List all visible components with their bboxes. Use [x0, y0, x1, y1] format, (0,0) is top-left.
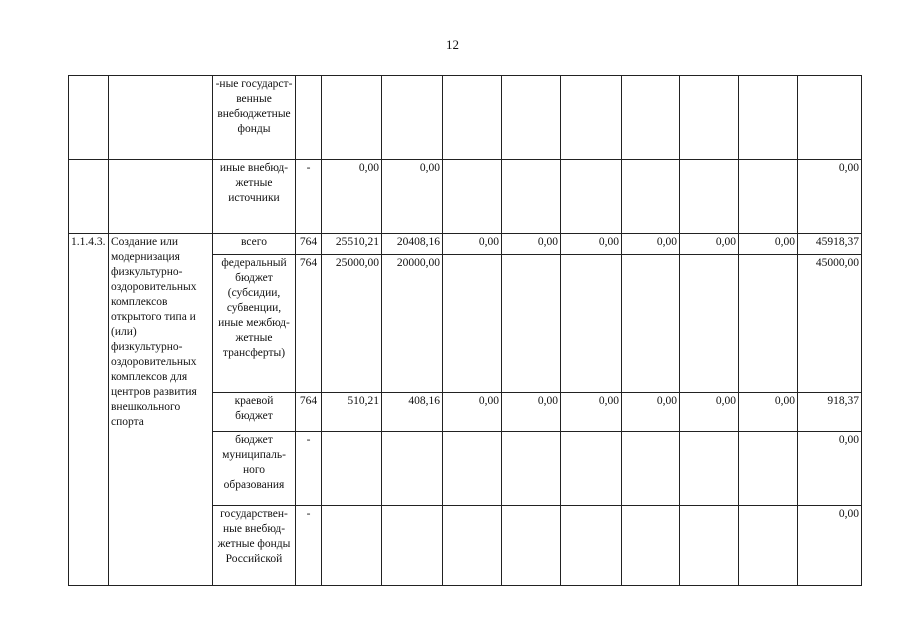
value-cell [561, 432, 622, 506]
value-cell [322, 432, 382, 506]
value-cell [502, 160, 561, 234]
value-cell [322, 76, 382, 160]
value-cell [443, 506, 502, 586]
value-cell: 0,00 [561, 393, 622, 432]
value-cell: 45000,00 [798, 255, 862, 393]
value-cell [739, 76, 798, 160]
value-cell: 0,00 [739, 393, 798, 432]
value-cell [502, 76, 561, 160]
value-cell [561, 76, 622, 160]
value-cell [561, 506, 622, 586]
value-cell: 0,00 [680, 393, 739, 432]
value-cell: 0,00 [680, 234, 739, 255]
source-cell: -ные государст-венные внебюджетные фонды [213, 76, 296, 160]
code-cell: 764 [296, 255, 322, 393]
value-cell: 45918,37 [798, 234, 862, 255]
name-cell [109, 160, 213, 234]
value-cell: 0,00 [798, 506, 862, 586]
value-cell: 510,21 [322, 393, 382, 432]
source-cell: всего [213, 234, 296, 255]
value-cell [443, 255, 502, 393]
value-cell [382, 506, 443, 586]
value-cell [382, 432, 443, 506]
value-cell: 408,16 [382, 393, 443, 432]
value-cell: 918,37 [798, 393, 862, 432]
code-cell: - [296, 432, 322, 506]
value-cell: 20408,16 [382, 234, 443, 255]
value-cell: 25000,00 [322, 255, 382, 393]
value-cell: 0,00 [739, 234, 798, 255]
value-cell: 0,00 [443, 393, 502, 432]
source-cell: иные внебюд-жетные источники [213, 160, 296, 234]
value-cell: 0,00 [798, 432, 862, 506]
value-cell [443, 76, 502, 160]
table-row [69, 160, 862, 234]
index-cell [69, 160, 109, 234]
value-cell [739, 255, 798, 393]
source-cell: государствен-ные внебюд-жетные фонды Российской [213, 506, 296, 586]
value-cell [443, 432, 502, 506]
value-cell [502, 255, 561, 393]
value-cell [622, 506, 680, 586]
value-cell: 0,00 [322, 160, 382, 234]
index-cell [69, 76, 109, 160]
value-cell [502, 432, 561, 506]
value-cell [561, 160, 622, 234]
name-cell [109, 76, 213, 160]
value-cell [680, 432, 739, 506]
value-cell: 0,00 [561, 234, 622, 255]
measure-index: 1.1.4.3. [69, 234, 109, 586]
code-cell: 764 [296, 234, 322, 255]
source-cell: краевой бюджет [213, 393, 296, 432]
value-cell [502, 506, 561, 586]
value-cell: 0,00 [443, 234, 502, 255]
value-cell [622, 76, 680, 160]
code-cell [296, 76, 322, 160]
value-cell: 0,00 [622, 234, 680, 255]
value-cell [382, 76, 443, 160]
value-cell [739, 160, 798, 234]
value-cell [622, 160, 680, 234]
value-cell: 0,00 [622, 393, 680, 432]
value-cell [680, 160, 739, 234]
value-cell: 0,00 [502, 234, 561, 255]
page-number: 12 [446, 37, 459, 52]
source-cell: бюджет муниципаль-ного образования [213, 432, 296, 506]
table-row [69, 76, 862, 160]
code-cell: - [296, 160, 322, 234]
value-cell [622, 255, 680, 393]
measure-name: Создание или модернизация физкультурно-оздоровительных комплексов открытого типа и (или) физкультурно-оздоровительных комплексов для центров развития внешкольного спорта [109, 234, 213, 586]
value-cell [680, 506, 739, 586]
value-cell: 0,00 [382, 160, 443, 234]
value-cell [739, 506, 798, 586]
source-cell: федеральный бюджет (субсидии, субвенции, иные межбюд-жетные трансферты) [213, 255, 296, 393]
value-cell [798, 76, 862, 160]
value-cell [680, 76, 739, 160]
value-cell: 0,00 [798, 160, 862, 234]
value-cell: 0,00 [502, 393, 561, 432]
value-cell [739, 432, 798, 506]
code-cell: - [296, 506, 322, 586]
code-cell: 764 [296, 393, 322, 432]
value-cell [322, 506, 382, 586]
value-cell [443, 160, 502, 234]
value-cell [561, 255, 622, 393]
table-row [69, 234, 862, 255]
value-cell: 20000,00 [382, 255, 443, 393]
value-cell [622, 432, 680, 506]
budget-table [68, 75, 862, 586]
value-cell [680, 255, 739, 393]
value-cell: 25510,21 [322, 234, 382, 255]
